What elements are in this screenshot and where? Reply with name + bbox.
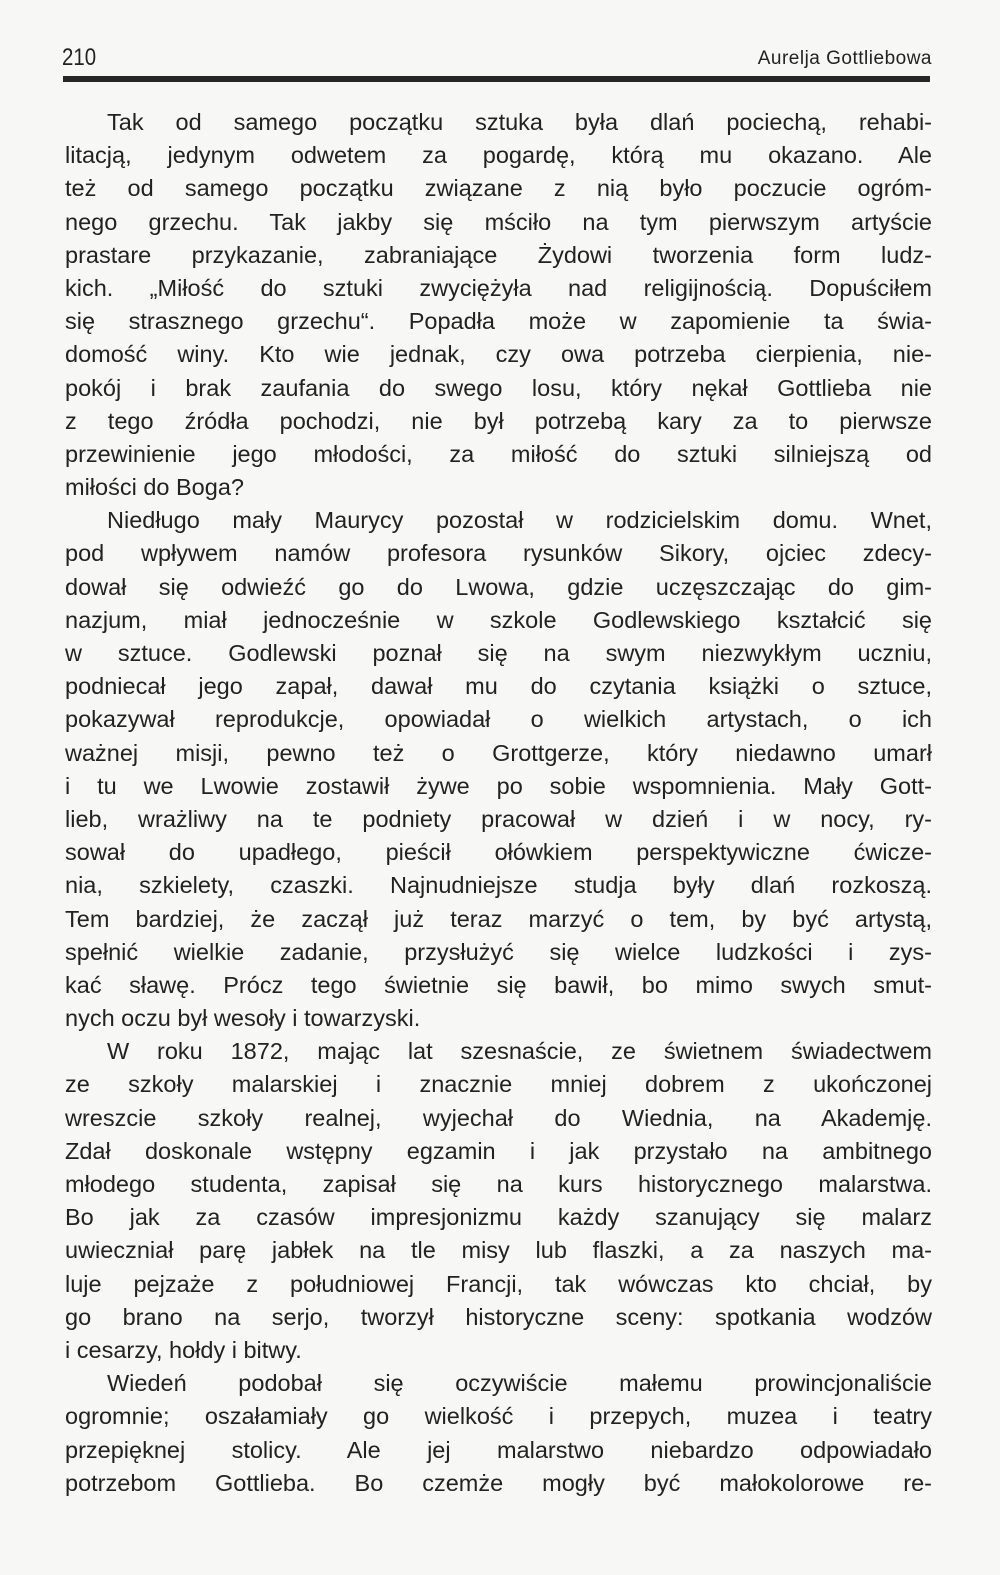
text-line: pokazywał reprodukcje, opowiadał o wielkich artystach, o ich: [65, 706, 932, 733]
text-line: W roku 1872, mając lat szesnaście, ze świetnem świadectwem: [107, 1038, 932, 1065]
text-line: ważnej misji, pewno też o Grottgerze, który niedawno umarł: [65, 739, 932, 766]
running-title: Aurelja Gottliebowa: [757, 48, 932, 69]
text-line: sował do upadłego, pieścił ołówkiem perspektywiczne ćwicze-: [65, 839, 932, 866]
text-line: prastare przykazanie, zabraniające Żydowi tworzenia form ludz-: [65, 241, 932, 268]
body-text: [65, 106, 932, 1500]
text-line: przepięknej stolicy. Ale jej malarstwo niebardzo odpowiadało: [65, 1436, 932, 1463]
text-line: młodego studenta, zapisał się na kurs historycznego malarstwa.: [65, 1171, 932, 1197]
text-line: podniecał jego zapał, dawał mu do czytania książki o sztuce,: [65, 673, 932, 700]
text-line: się strasznego grzechu“. Popadła może w zapomienie ta świa-: [65, 308, 932, 335]
text-line: Wiedeń podobał się oczywiście małemu prowincjonaliście: [107, 1370, 932, 1397]
paragraph: [65, 1367, 932, 1500]
text-line: nych oczu był wesoły i towarzyski.: [65, 1005, 421, 1032]
text-line: pokój i brak zaufania do swego losu, który nękał Gottlieba nie: [65, 374, 932, 401]
text-line: Bo jak za czasów impresjonizmu każdy szanujący się malarz: [65, 1204, 932, 1231]
text-line: i cesarzy, hołdy i bitwy.: [65, 1336, 302, 1363]
text-line: go brano na serjo, tworzył historyczne sceny: spotkania wodzów: [65, 1303, 932, 1330]
text-line: miłości do Boga?: [65, 474, 244, 501]
text-line: dował się odwieźć go do Lwowa, gdzie uczęszczając do gim-: [65, 573, 932, 600]
text-line: Tem bardziej, że zaczął już teraz marzyć o tem, by być artystą,: [65, 905, 932, 932]
page-number: 210: [62, 44, 97, 71]
text-line: luje pejzaże z południowej Francji, tak wówczas kto chciał, by: [65, 1270, 932, 1297]
text-line: wreszcie szkoły realnej, wyjechał do Wiednia, na Akademję.: [65, 1104, 932, 1131]
paragraph: [65, 504, 932, 1035]
text-line: kać sławę. Prócz tego świetnie się bawił, bo mimo swych smut-: [65, 971, 932, 998]
text-line: i tu we Lwowie zostawił żywe po sobie wspomnienia. Mały Gott-: [65, 772, 932, 799]
text-line: ogromnie; oszałamiały go wielkość i przepych, muzea i teatry: [65, 1403, 932, 1430]
header-rule: [63, 76, 930, 82]
text-line: Niedługo mały Maurycy pozostał w rodzicielskim domu. Wnet,: [107, 507, 932, 534]
text-line: kich. „Miłość do sztuki zwyciężyła nad religijnością. Dopuściłem: [65, 274, 932, 301]
text-line: też od samego początku związane z nią było poczucie ogróm-: [65, 175, 932, 202]
text-line: nego grzechu. Tak jakby się mściło na tym pierwszym artyście: [65, 208, 932, 235]
text-line: lieb, wrażliwy na te podniety pracował w dzień i w nocy, ry-: [65, 805, 932, 832]
text-line: nazjum, miał jednocześnie w szkole Godlewskiego kształcić się: [65, 606, 932, 633]
text-line: Tak od samego początku sztuka była dlań pociechą, rehabi-: [107, 109, 932, 135]
text-line: z tego źródła pochodzi, nie był potrzebą kary za to pierwsze: [65, 407, 932, 434]
text-line: pod wpływem namów profesora rysunków Sikory, ojciec zdecy-: [65, 540, 932, 567]
text-line: spełnić wielkie zadanie, przysłużyć się wielce ludzkości i zys-: [65, 938, 932, 965]
paragraph: [65, 106, 932, 504]
text-line: uwieczniał parę jabłek na tle misy lub flaszki, a za naszych ma-: [65, 1237, 932, 1264]
text-line: Zdał doskonale wstępny egzamin i jak przystało na ambitnego: [65, 1137, 932, 1164]
text-line: przewinienie jego młodości, za miłość do sztuki silniejszą od: [65, 440, 932, 467]
text-line: potrzebom Gottlieba. Bo czemże mogły być małokolorowe re-: [65, 1469, 932, 1496]
text-line: litacją, jedynym odwetem za pogardę, którą mu okazano. Ale: [65, 142, 932, 169]
text-line: domość winy. Kto wie jednak, czy owa potrzeba cierpienia, nie-: [65, 341, 932, 368]
text-line: w sztuce. Godlewski poznał się na swym niezwykłym uczniu,: [65, 640, 932, 666]
paragraph: [65, 1035, 932, 1367]
text-line: ze szkoły malarskiej i znacznie mniej dobrem z ukończonej: [65, 1071, 932, 1098]
text-line: nia, szkielety, czaszki. Najnudniejsze studja były dlań rozkoszą.: [65, 872, 932, 899]
